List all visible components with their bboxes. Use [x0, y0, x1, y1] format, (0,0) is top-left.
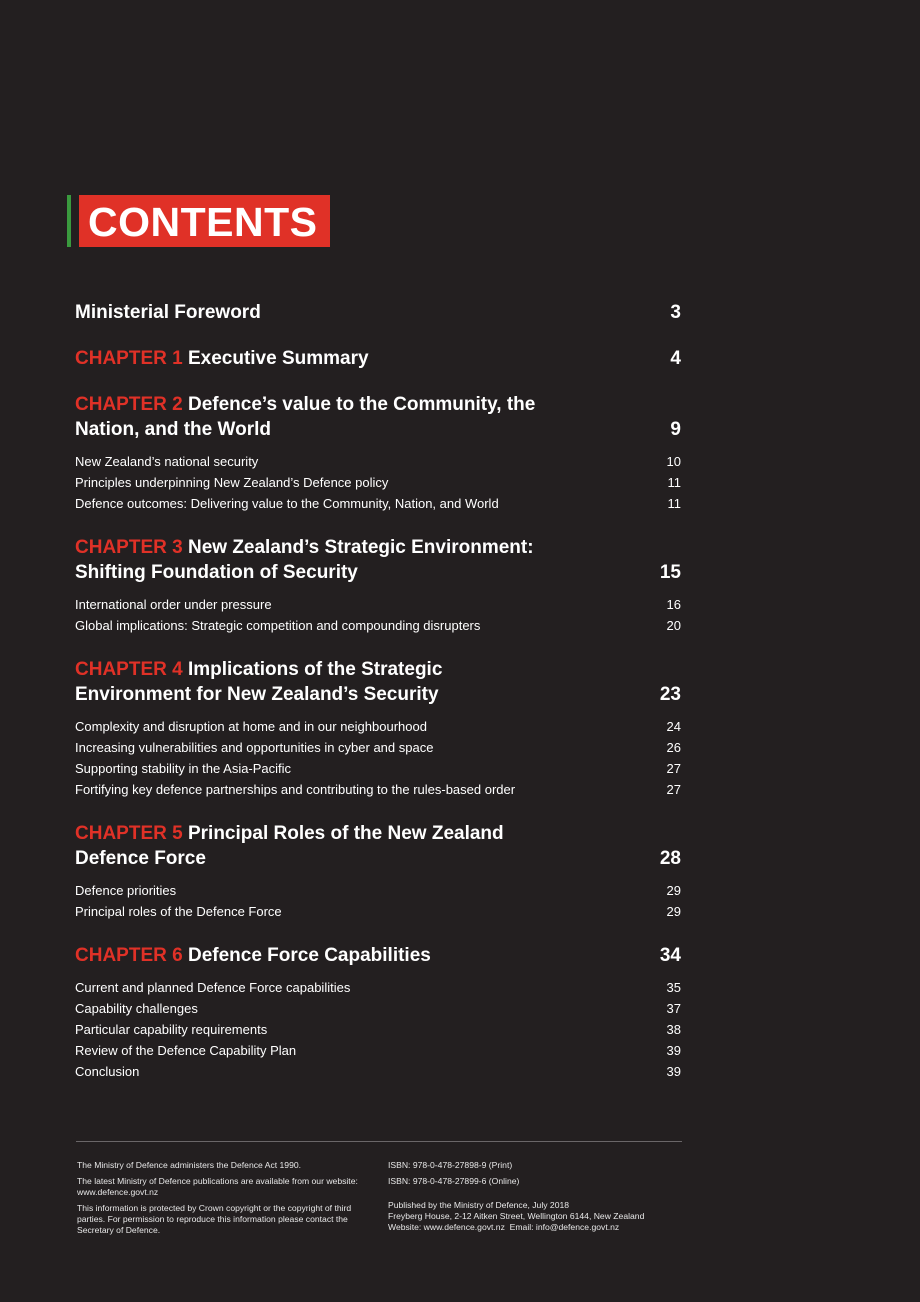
subentry-title: Fortifying key defence partnerships and contributing to the rules-based order [75, 782, 516, 797]
toc-heading-text [75, 943, 431, 968]
toc-subentry[interactable] [75, 779, 681, 800]
chapter-number: CHAPTER 3 [75, 537, 183, 558]
subentry-title: Supporting stability in the Asia-Pacific [75, 761, 292, 776]
subentry-page: 29 [666, 883, 681, 898]
page-title: CONTENTS [79, 195, 330, 247]
toc-section [75, 821, 681, 922]
subentry-title: Particular capability requirements [75, 1022, 268, 1037]
footer-left [77, 1160, 367, 1241]
subentry-title: Increasing vulnerabilities and opportunities in cyber and space [75, 740, 434, 755]
subentry-page: 10 [666, 454, 681, 469]
page-number: 23 [659, 684, 681, 705]
subentry-page: 16 [666, 597, 681, 612]
toc-heading[interactable] [75, 657, 681, 707]
subentry-title: Principles underpinning New Zealand’s Defence policy [75, 475, 389, 490]
subentry-title: Principal roles of the Defence Force [75, 904, 282, 919]
chapter-number: CHAPTER 2 [75, 394, 183, 415]
subentry-page: 26 [666, 740, 681, 755]
subentry-page: 35 [666, 980, 681, 995]
toc-heading[interactable] [75, 346, 681, 371]
subentry-page: 39 [666, 1064, 681, 1079]
toc-subentry[interactable] [75, 716, 681, 737]
subentry-title: Defence outcomes: Delivering value to the Community, Nation, and World [75, 496, 499, 511]
chapter-number: CHAPTER 4 [75, 659, 183, 680]
toc-section [75, 300, 681, 325]
subentry-title: Defence priorities [75, 883, 177, 898]
toc-heading-text [75, 392, 555, 442]
subentry-title: Global implications: Strategic competition and compounding disrupters [75, 618, 481, 633]
subentry-page: 11 [667, 496, 681, 511]
contact-line: Website: www.defence.govt.nz Email: info@defence.govt.nz [388, 1222, 620, 1232]
page-number: 28 [659, 848, 681, 869]
footer-text: The latest Ministry of Defence publications are available from our website: www.defence.govt.nz [77, 1176, 358, 1197]
address-line: Freyberg House, 2-12 Aitken Street, Wellington 6144, New Zealand [388, 1211, 645, 1221]
chapter-title: New Zealand’s Strategic Environment: Shifting Foundation of Security [75, 537, 534, 583]
chapter-title: Defence’s value to the Community, the Nation, and the World [75, 394, 536, 440]
chapter-title: Implications of the Strategic Environment for New Zealand’s Security [75, 659, 443, 705]
toc-heading-text [75, 346, 369, 371]
chapter-number: CHAPTER 5 [75, 823, 183, 844]
toc-subentry[interactable] [75, 737, 681, 758]
chapter-number: CHAPTER 6 [75, 945, 183, 966]
toc-subentry[interactable] [75, 880, 681, 901]
toc-heading-text [75, 821, 555, 871]
toc-subentry[interactable] [75, 472, 681, 493]
subentry-page: 39 [666, 1043, 681, 1058]
page-number: 9 [670, 419, 681, 440]
toc-subentry[interactable] [75, 451, 681, 472]
subentry-page: 27 [666, 782, 681, 797]
subentry-title: Capability challenges [75, 1001, 198, 1016]
toc-subentry[interactable] [75, 998, 681, 1019]
publisher-line: Published by the Ministry of Defence, July 2018 [388, 1200, 570, 1210]
isbn-online: ISBN: 978-0-478-27899-6 (Online) [388, 1176, 520, 1186]
toc-heading-text [75, 535, 555, 585]
subentry-title: Complexity and disruption at home and in our neighbourhood [75, 719, 427, 734]
subentry-page: 24 [666, 719, 681, 734]
green-accent-bar [67, 195, 71, 247]
toc-heading[interactable] [75, 821, 681, 871]
toc-heading[interactable] [75, 943, 681, 968]
contents-heading [67, 195, 330, 247]
toc-section [75, 657, 681, 800]
footer-divider [76, 1141, 682, 1142]
toc-subentry[interactable] [75, 977, 681, 998]
chapter-number: CHAPTER 1 [75, 348, 183, 369]
footer-right [388, 1160, 688, 1238]
chapter-title: Ministerial Foreword [75, 302, 261, 323]
toc-section [75, 943, 681, 1082]
subentry-page: 20 [666, 618, 681, 633]
toc-heading[interactable] [75, 300, 681, 325]
toc-subentry[interactable] [75, 901, 681, 922]
toc-heading[interactable] [75, 392, 681, 442]
subentry-page: 27 [666, 761, 681, 776]
page-number: 3 [670, 302, 681, 323]
toc-heading-text [75, 300, 261, 325]
chapter-title: Principal Roles of the New Zealand Defence Force [75, 823, 504, 869]
toc-heading-text [75, 657, 555, 707]
subentry-page: 38 [666, 1022, 681, 1037]
subentry-page: 11 [667, 475, 681, 490]
toc-subsections [75, 880, 681, 922]
toc-subentry[interactable] [75, 758, 681, 779]
toc-subentry[interactable] [75, 1019, 681, 1040]
toc-section [75, 535, 681, 636]
page-number: 34 [659, 945, 681, 966]
subentry-title: Review of the Defence Capability Plan [75, 1043, 297, 1058]
publisher-info [388, 1200, 688, 1233]
page-number: 4 [670, 348, 681, 369]
subentry-title: Current and planned Defence Force capabilities [75, 980, 351, 995]
toc-heading[interactable] [75, 535, 681, 585]
toc-subentry[interactable] [75, 1040, 681, 1061]
toc-subsections [75, 716, 681, 800]
chapter-title: Executive Summary [187, 348, 369, 369]
toc-subsections [75, 451, 681, 514]
isbn-print: ISBN: 978-0-478-27898-9 (Print) [388, 1160, 513, 1170]
toc-subentry[interactable] [75, 615, 681, 636]
footer-text: The Ministry of Defence administers the Defence Act 1990. [77, 1160, 302, 1170]
footer-text: This information is protected by Crown copyright or the copyright of third parties. For permission to reproduce this information please contact the Secretary of Defence. [77, 1203, 352, 1235]
toc-subentry[interactable] [75, 1061, 681, 1082]
subentry-title: New Zealand’s national security [75, 454, 259, 469]
subentry-title: International order under pressure [75, 597, 272, 612]
table-of-contents [75, 300, 681, 1103]
toc-subsections [75, 977, 681, 1082]
toc-subentry[interactable] [75, 594, 681, 615]
chapter-title: Defence Force Capabilities [187, 945, 431, 966]
subentry-title: Conclusion [75, 1064, 140, 1079]
subentry-page: 37 [666, 1001, 681, 1016]
toc-subsections [75, 594, 681, 636]
toc-section [75, 392, 681, 514]
toc-section [75, 346, 681, 371]
subentry-page: 29 [666, 904, 681, 919]
toc-subentry[interactable] [75, 493, 681, 514]
page-number: 15 [659, 562, 681, 583]
